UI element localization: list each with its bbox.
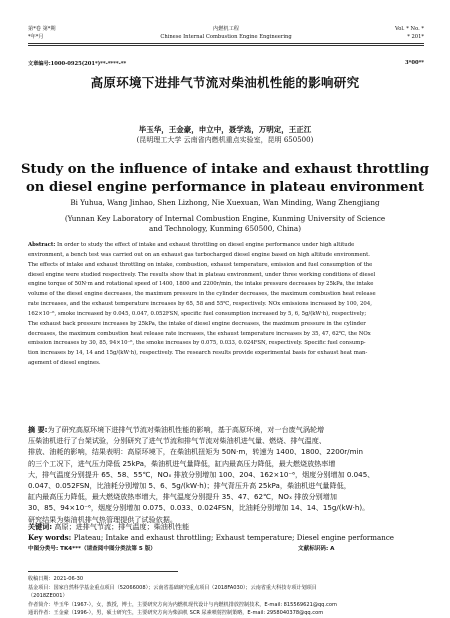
journal-year: * 201* [407,34,424,40]
english-title [0,161,450,197]
abstract-line: The effects of intake and exhaust throttling on intake, combustion, exhaust temperature, emission and fuel consumption of the [28,261,373,268]
keywords-cn-text: 高原；进排气节流；排气温度；柴油机性能 [54,522,190,531]
footnote-funding-cont: （2018ZE001） [28,593,68,600]
footnote-author-bio: 作者简介：毕玉华（1967-），女，教授，博士，主要研究方向为内燃机现代设计与内燃机排放控制技术，E-mail: 815569621@qq.com [28,601,337,608]
abstract-line: tion increases by 14, 14 and 15g/(kW·h), respectively. The research results provide experimental basis for exhaust heat man- [28,350,368,357]
abstract-cn-line: 30、85、94×10⁻⁶，烟度分别增加 0.075、0.033、0.024FSN，比油耗分别增加 14、14、15g/(kW·h)。 [28,503,370,513]
abstract-cn-line: 缸内最高压力降低，最大燃烧放热率增大，排气温度分别提升 35、47、62℃，NOₓ 排放分别增加 [28,492,337,502]
chinese-title: 高原环境下进排气节流对柴油机性能的影响研究 [90,75,360,90]
english-title-line-1: Study on the influence of intake and exhaust throttling [21,162,429,177]
english-authors: Bi Yuhua, Wang Jinhao, Shen Lizhong, Nie Xuexuan, Wan Minding, Wang Zhengjiang [70,198,380,207]
abstract-line: environment, a bench test was carried out on an exhaust gas turbocharged diesel engine based on high altitude environment. [28,251,370,258]
footnotes [28,575,424,618]
footnote-rule [28,571,178,572]
abstract-line: volume of the diesel engine decreases, the maximum pressure in the cylinder decreases, the maximum combustion heat release [28,291,376,298]
abstract-cn-line: 排放、油耗的影响，结果表明：高原环境下，在柴油机扭矩为 50N·m，转速为 1400、1800、2200r/min [28,447,363,457]
abstract-line: rate increases, and the exhaust temperature increases by 65, 58 and 55℃, respectively. NOx emissions increased by 100, 204, [28,301,372,308]
abstract-cn-line: 压柴油机进行了台架试验，分别研究了进气节流和排气节流对柴油机进气量、燃烧、排气温度、 [28,436,326,446]
english-affiliation: (Yunnan Key Laboratory of Internal Combustion Engine, Kunming University of Science and Technology, Kunming 650500, China) [64,214,386,233]
abstract-line: decreases, the maximum combustion heat release rate increases, the exhaust temperature increases by 35, 47, 62℃, the NOx [28,330,371,337]
abstract-cn-line: 0.047、0.052FSN，比油耗分别增加 5、6、5g/(kW·h)；排气背压升高 25kPa，柴油机进气量降低， [28,481,351,491]
abstract-line: agement of diesel engines. [28,360,101,367]
footnote-corresponding: 通讯作者：王金豪（1996-），男，硕士研究生，主要研究方向为柴油机 SCR 尿素喷射控制策略，E-mail: 2958040378@qq.com [28,610,324,617]
journal-name-cn: 内燃机工程 [213,26,239,32]
abstract-cn-label: 摘 要: [28,425,48,434]
chinese-affiliation: (昆明理工大学 云南省内燃机重点实验室，昆明 650500) [136,136,314,144]
english-abstract [28,241,424,369]
document-code: 文献标识码: A [298,546,335,552]
abstract-line: emission increases by 30, 85, 94×10⁻⁶, the smoke increases by 0.075, 0.033, 0.024FSN, respectively. Specific fuel consump- [28,340,366,347]
abstract-line: Abstract: In order to study the effect of intake and exhaust throttling on diesel engine performance under high altitude [28,242,355,248]
journal-name-en: Chinese Internal Combustion Engine Engineering [160,34,292,40]
chinese-abstract [28,424,424,525]
abstract-label: Abstract: [28,242,56,248]
journal-date: *年*月 [28,34,44,40]
keywords-cn-label: 关键词: [28,522,53,531]
keywords-en-label: Key words: [28,533,72,542]
english-title-line-2: on diesel engine performance in plateau environment [25,180,425,195]
keywords-cn [28,522,424,532]
header-rule [28,43,424,44]
footnote-funding: 基金项目：国家自然科学基金重点项目（52066008）；云南省基础研究重点项目（2018FA030）；云南省重大科技专项计划项目 [28,584,317,591]
abstract-cn-line: 研究结果为柴油机排气热管理提供了试验依据。 [28,514,177,524]
keywords-en [28,533,424,543]
classification-number: 中图分类号: TK4***（请查阅中图分类法第 5 版） [28,546,156,552]
keywords-en-text: Plateau; Intake and exhaust throttling; Exhaust temperature; Diesel engine performance [73,533,395,542]
abstract-line: 162×10⁻⁶, smoke increased by 0.045, 0.047, 0.052FSN, specific fuel consumption increased by 5, 6, 5g/(kW·h), respectively; [28,310,367,317]
journal-volume: 第*卷 第*期 [28,26,56,32]
abstract-cn-line: 的三个工况下，进气压力降低 25kPa，柴油机进气量降低，缸内最高压力降低，最大燃烧放热率增 [28,458,336,468]
abstract-line: diesel engine were studied respectively. The results show that in plateau environment, under three working conditions of diesel [28,271,376,278]
journal-volume-en: Vol. * No. * [394,26,424,32]
abstract-line: engine torque of 50N·m and rotational speed of 1400, 1800 and 2200r/min, the intake pressure decreases by 25kPa, the intake [28,281,374,288]
abstract-line: The exhaust back pressure increases by 25kPa, the intake of diesel engine decreases, the maximum pressure in the cylinder [28,320,366,327]
abstract-cn-line: 大，排气温度分别提升 65、58、55℃，NOₓ 排放分别增加 100、204、162×10⁻⁶，烟度分别增加 0.045、 [28,469,375,479]
footnote-received: 收稿日期：2021-06-30 [28,576,84,582]
chinese-authors: 毕玉华，王金豪，申立中，聂学选，万明定，王正江 [138,125,312,134]
header-rule-2 [28,45,424,46]
article-number: 文章编号:1000-0925(201*)**-****-** [28,61,127,67]
abstract-cn-line: 摘 要:为了研究高原环境下进排气节流对柴油机性能的影响，基于高原环境，对一台废气涡轮增 [28,425,325,434]
article-number-right: 3*00** [405,60,424,66]
